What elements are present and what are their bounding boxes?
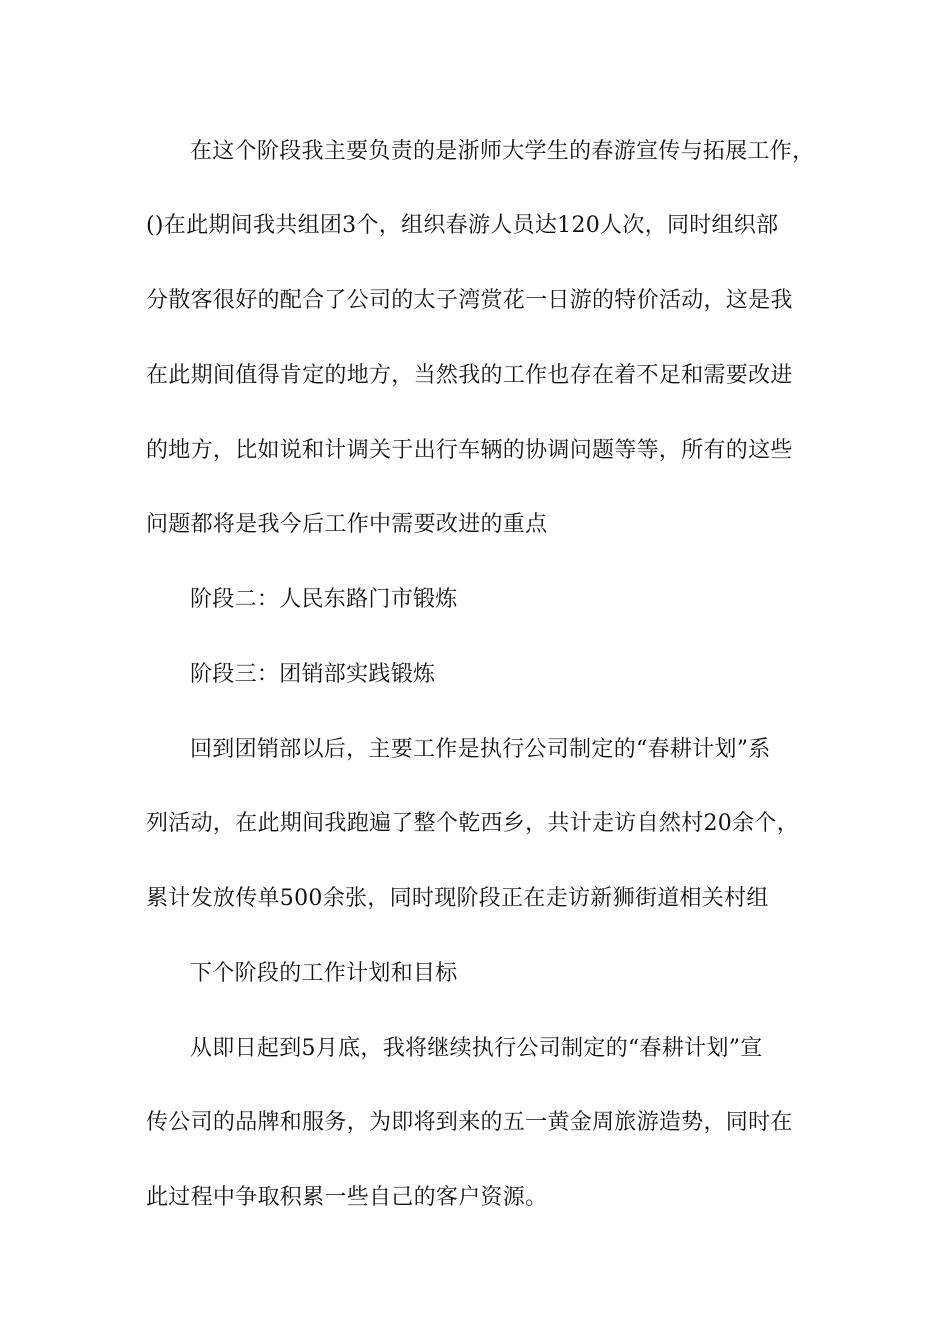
section-heading: 阶段二：人民东路门市锻炼 bbox=[190, 587, 458, 612]
paragraph-line: 在这个阶段我主要负责的是浙师大学生的春游宣传与拓展工作， bbox=[190, 139, 815, 164]
paragraph-line: 此过程中争取积累一些自己的客户资源。 bbox=[146, 1185, 548, 1210]
paragraph-line: 列活动，在此期间我跑遍了整个乾西乡，共计走访自然村20余个， bbox=[146, 811, 799, 836]
paragraph-line: 问题都将是我今后工作中需要改进的重点 bbox=[146, 512, 548, 537]
paragraph-line: 回到团销部以后，主要工作是执行公司制定的“春耕计划”系 bbox=[190, 737, 771, 762]
section-heading: 阶段三：团销部实践锻炼 bbox=[190, 662, 436, 687]
paragraph-line: 的地方，比如说和计调关于出行车辆的协调问题等等，所有的这些 bbox=[146, 438, 793, 463]
section-heading: 下个阶段的工作计划和目标 bbox=[190, 961, 458, 986]
paragraph-line: 在此期间值得肯定的地方，当然我的工作也存在着不足和需要改进 bbox=[146, 363, 793, 388]
paragraph-line: 从即日起到5月底，我将继续执行公司制定的“春耕计划”宣 bbox=[190, 1036, 763, 1061]
paragraph-line: 累计发放传单500余张，同时现阶段正在走访新狮街道相关村组 bbox=[146, 886, 769, 911]
paragraph-line: 分散客很好的配合了公司的太子湾赏花一日游的特价活动，这是我 bbox=[146, 288, 793, 313]
paragraph-line: ()在此期间我共组团3个，组织春游人员达120人次，同时组织部 bbox=[146, 213, 779, 238]
paragraph-line: 传公司的品牌和服务，为即将到来的五一黄金周旅游造势，同时在 bbox=[146, 1110, 793, 1135]
